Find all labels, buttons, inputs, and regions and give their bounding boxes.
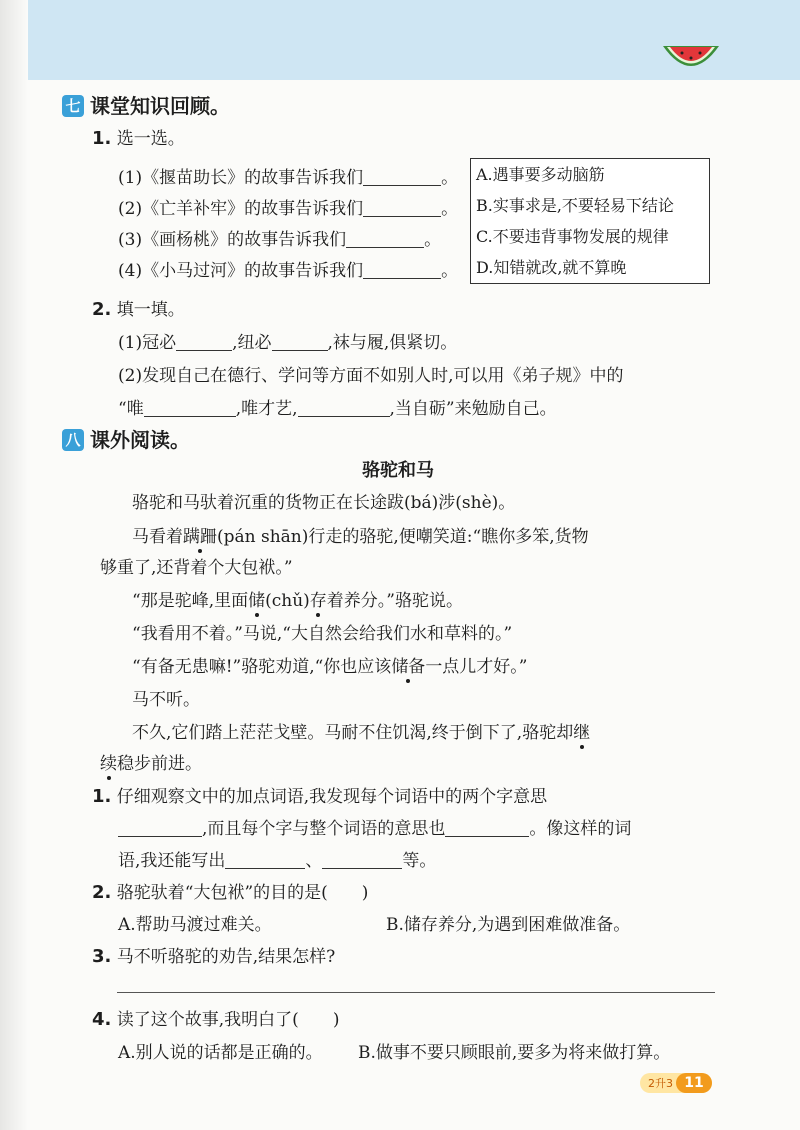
story-paragraph-7-cont: 续稳步前进。 [100,754,202,774]
fill-line-2: (2)发现自己在德行、学问等方面不如别人时,可以用《弟子规》中的 [118,366,624,386]
blank[interactable] [144,399,236,417]
story-paragraph-5: “有备无患嘛!”骆驼劝道,“你也应该储备一点儿才好。” [132,657,528,677]
story-paragraph-2: 马看着蹒跚(pán shān)行走的骆驼,便嘲笑道:“瞧你多笨,货物 [132,527,589,547]
story-paragraph-1: 骆驼和马驮着沉重的货物正在长途跋(bá)涉(shè)。 [132,493,516,513]
q8-1-line-2: ,而且每个字与整个词语的意思也 。像这样的词 [118,814,631,839]
match-item-3: (3)《画杨桃》的故事告诉我们 。 [118,230,442,250]
q8-2-option-a: A.帮助马渡过难关。 [118,915,272,935]
blank[interactable] [346,230,424,248]
blank[interactable] [272,333,328,351]
option-b: B.实事求是,不要轻易下结论 [476,196,674,215]
match-item-4: (4)《小马过河》的故事告诉我们 。 [118,261,459,281]
q8-4-option-a: A.别人说的话都是正确的。 [118,1043,323,1063]
q7-1-heading: 1. 选一选。 [92,128,185,149]
q8-1-line-3: 语,我还能写出 、 等。 [118,851,437,871]
story-paragraph-7: 不久,它们踏上茫茫戈壁。马耐不住饥渴,终于倒下了,骆驼却继 [132,723,591,743]
story-paragraph-4: “我看用不着。”马说,“大自然会给我们水和草料的。” [132,624,513,644]
section-8-badge: 八 [62,429,84,451]
blank[interactable] [118,819,202,837]
blank[interactable] [445,819,529,837]
fill-line-3: “唯 ,唯才艺, ,当自砺”来勉励自己。 [118,399,557,419]
q7-2-heading: 2. 填一填。 [92,299,185,320]
blank[interactable] [363,168,441,186]
q8-4: 4. 读了这个故事,我明白了( ) [92,1009,340,1030]
blank[interactable] [363,261,441,279]
blank[interactable] [363,199,441,217]
story-title: 骆驼和马 [362,460,434,481]
answer-line[interactable] [117,992,715,993]
page-fold-shadow [0,0,28,1130]
section-8-heading: 八 课外阅读。 [62,424,190,453]
option-d: D.知错就改,就不算晚 [476,258,627,277]
q8-2-option-b: B.储存养分,为遇到困难做准备。 [386,915,631,935]
fill-line-1: (1)冠必 ,纽必 ,袜与履,俱紧切。 [118,333,458,353]
story-paragraph-6: 马不听。 [132,690,200,710]
blank[interactable] [225,851,305,869]
match-item-2: (2)《亡羊补牢》的故事告诉我们 。 [118,199,459,219]
blank[interactable] [176,333,232,351]
section-7-heading: 七 课堂知识回顾。 [62,90,230,119]
q8-4-option-b: B.做事不要只顾眼前,要多为将来做打算。 [358,1043,671,1063]
grade-label: 2升3 [648,1077,673,1090]
option-c: C.不要违背事物发展的规律 [476,227,669,246]
section-7-badge: 七 [62,95,84,117]
options-box [470,158,710,284]
q8-3: 3. 马不听骆驼的劝告,结果怎样? [92,946,336,967]
story-paragraph-2-cont: 够重了,还背着个大包袱。” [100,558,293,578]
page-number-tag [640,1073,712,1093]
q8-2: 2. 骆驼驮着“大包袱”的目的是( ) [92,882,369,903]
page-number: 11 [676,1073,712,1093]
q8-1-line-1: 1. 仔细观察文中的加点词语,我发现每个词语中的两个字意思 [92,786,548,807]
story-paragraph-3: “那是驼峰,里面储(chǔ)存着养分。”骆驼说。 [132,591,463,611]
blank[interactable] [298,399,390,417]
blank[interactable] [322,851,402,869]
match-item-1: (1)《揠苗助长》的故事告诉我们 。 [118,168,459,188]
watermelon-icon [660,38,722,80]
option-a: A.遇事要多动脑筋 [476,165,605,184]
